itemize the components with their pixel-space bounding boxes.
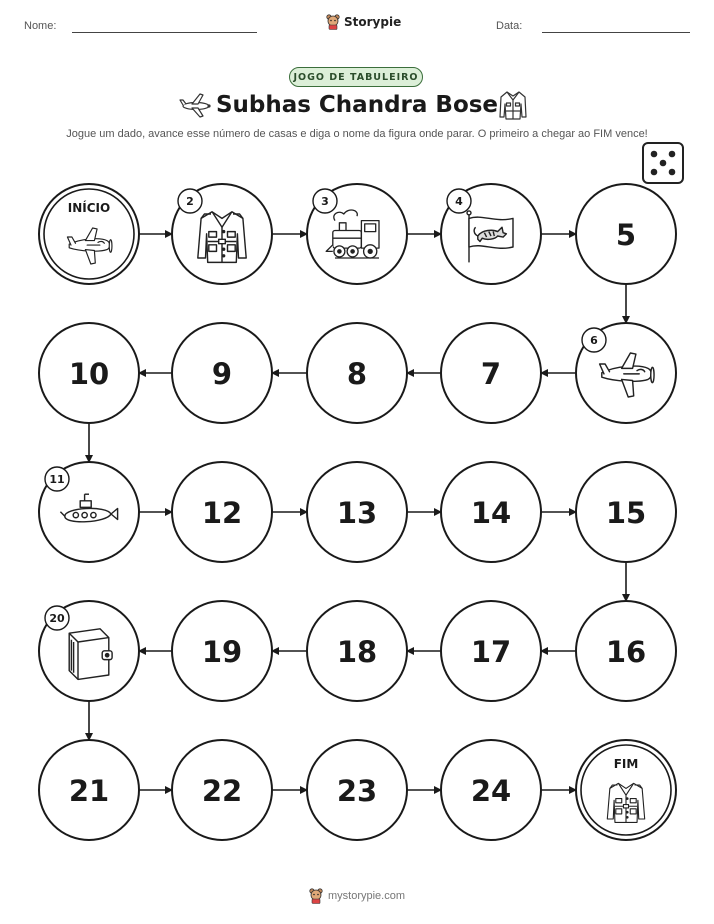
name-label: Nome: [24, 20, 57, 32]
board-space-start[interactable] [39, 184, 139, 284]
board-space-14[interactable] [441, 462, 541, 562]
space-number: 8 [346, 357, 368, 391]
space-number-badge: 6 [590, 334, 598, 347]
board-spaces [39, 184, 676, 840]
board-space-13[interactable] [307, 462, 407, 562]
space-number: 22 [201, 774, 243, 808]
page-title: Subhas Chandra Bose [215, 92, 499, 118]
space-number: 17 [470, 635, 512, 669]
space-number: 23 [336, 774, 378, 808]
board-space-11[interactable] [39, 462, 139, 562]
board-space-15[interactable] [576, 462, 676, 562]
board-space-22[interactable] [172, 740, 272, 840]
space-number: 12 [201, 496, 243, 530]
board-space-19[interactable] [172, 601, 272, 701]
space-number: 7 [480, 357, 502, 391]
space-number: 5 [615, 218, 637, 252]
space-number: 21 [68, 774, 110, 808]
space-number: 9 [211, 357, 233, 391]
footer-url[interactable]: mystorypie.com [327, 890, 406, 902]
board-space-23[interactable] [307, 740, 407, 840]
footer [0, 888, 714, 904]
board-space-9[interactable] [172, 323, 272, 423]
board-space-21[interactable] [39, 740, 139, 840]
space-number: 18 [336, 635, 378, 669]
space-number: 15 [605, 496, 647, 530]
board-space-18[interactable] [307, 601, 407, 701]
space-number-badge: 4 [455, 195, 463, 208]
board-space-20[interactable] [39, 601, 139, 701]
book-icon [69, 629, 112, 680]
dice-icon [643, 143, 683, 183]
space-number: 10 [68, 357, 110, 391]
instructions: Jogue um dado, avance esse número de casas e diga o nome da figura onde parar. O primeiro a chegar ao FIM vence! [66, 128, 648, 140]
board-space-end[interactable] [576, 740, 676, 840]
board-space-8[interactable] [307, 323, 407, 423]
space-number: 16 [605, 635, 647, 669]
board-space-12[interactable] [172, 462, 272, 562]
board-space-17[interactable] [441, 601, 541, 701]
board-space-3[interactable] [307, 184, 407, 284]
date-label: Data: [496, 20, 523, 32]
finish-label: FIM [613, 757, 639, 771]
board-space-4[interactable] [441, 184, 541, 284]
uniform-jacket-icon [198, 212, 246, 263]
board-space-5[interactable] [576, 184, 676, 284]
space-number: 24 [470, 774, 512, 808]
game-type-badge: JOGO DE TABULEIRO [289, 67, 423, 87]
start-label: INÍCIO [67, 201, 111, 215]
board-space-7[interactable] [441, 323, 541, 423]
space-number-badge: 2 [186, 195, 194, 208]
space-number-badge: 11 [49, 473, 65, 486]
space-number: 13 [336, 496, 378, 530]
space-number: 19 [201, 635, 243, 669]
space-number-badge: 20 [49, 612, 65, 625]
board-space-24[interactable] [441, 740, 541, 840]
board-space-16[interactable] [576, 601, 676, 701]
brand-name: Storypie [344, 15, 402, 29]
space-number-badge: 3 [321, 195, 329, 208]
board-space-6[interactable] [576, 323, 676, 423]
bear-icon [309, 888, 323, 904]
board-space-10[interactable] [39, 323, 139, 423]
uniform-jacket-icon [607, 783, 644, 822]
board-space-2[interactable] [172, 184, 272, 284]
space-number: 14 [470, 496, 512, 530]
